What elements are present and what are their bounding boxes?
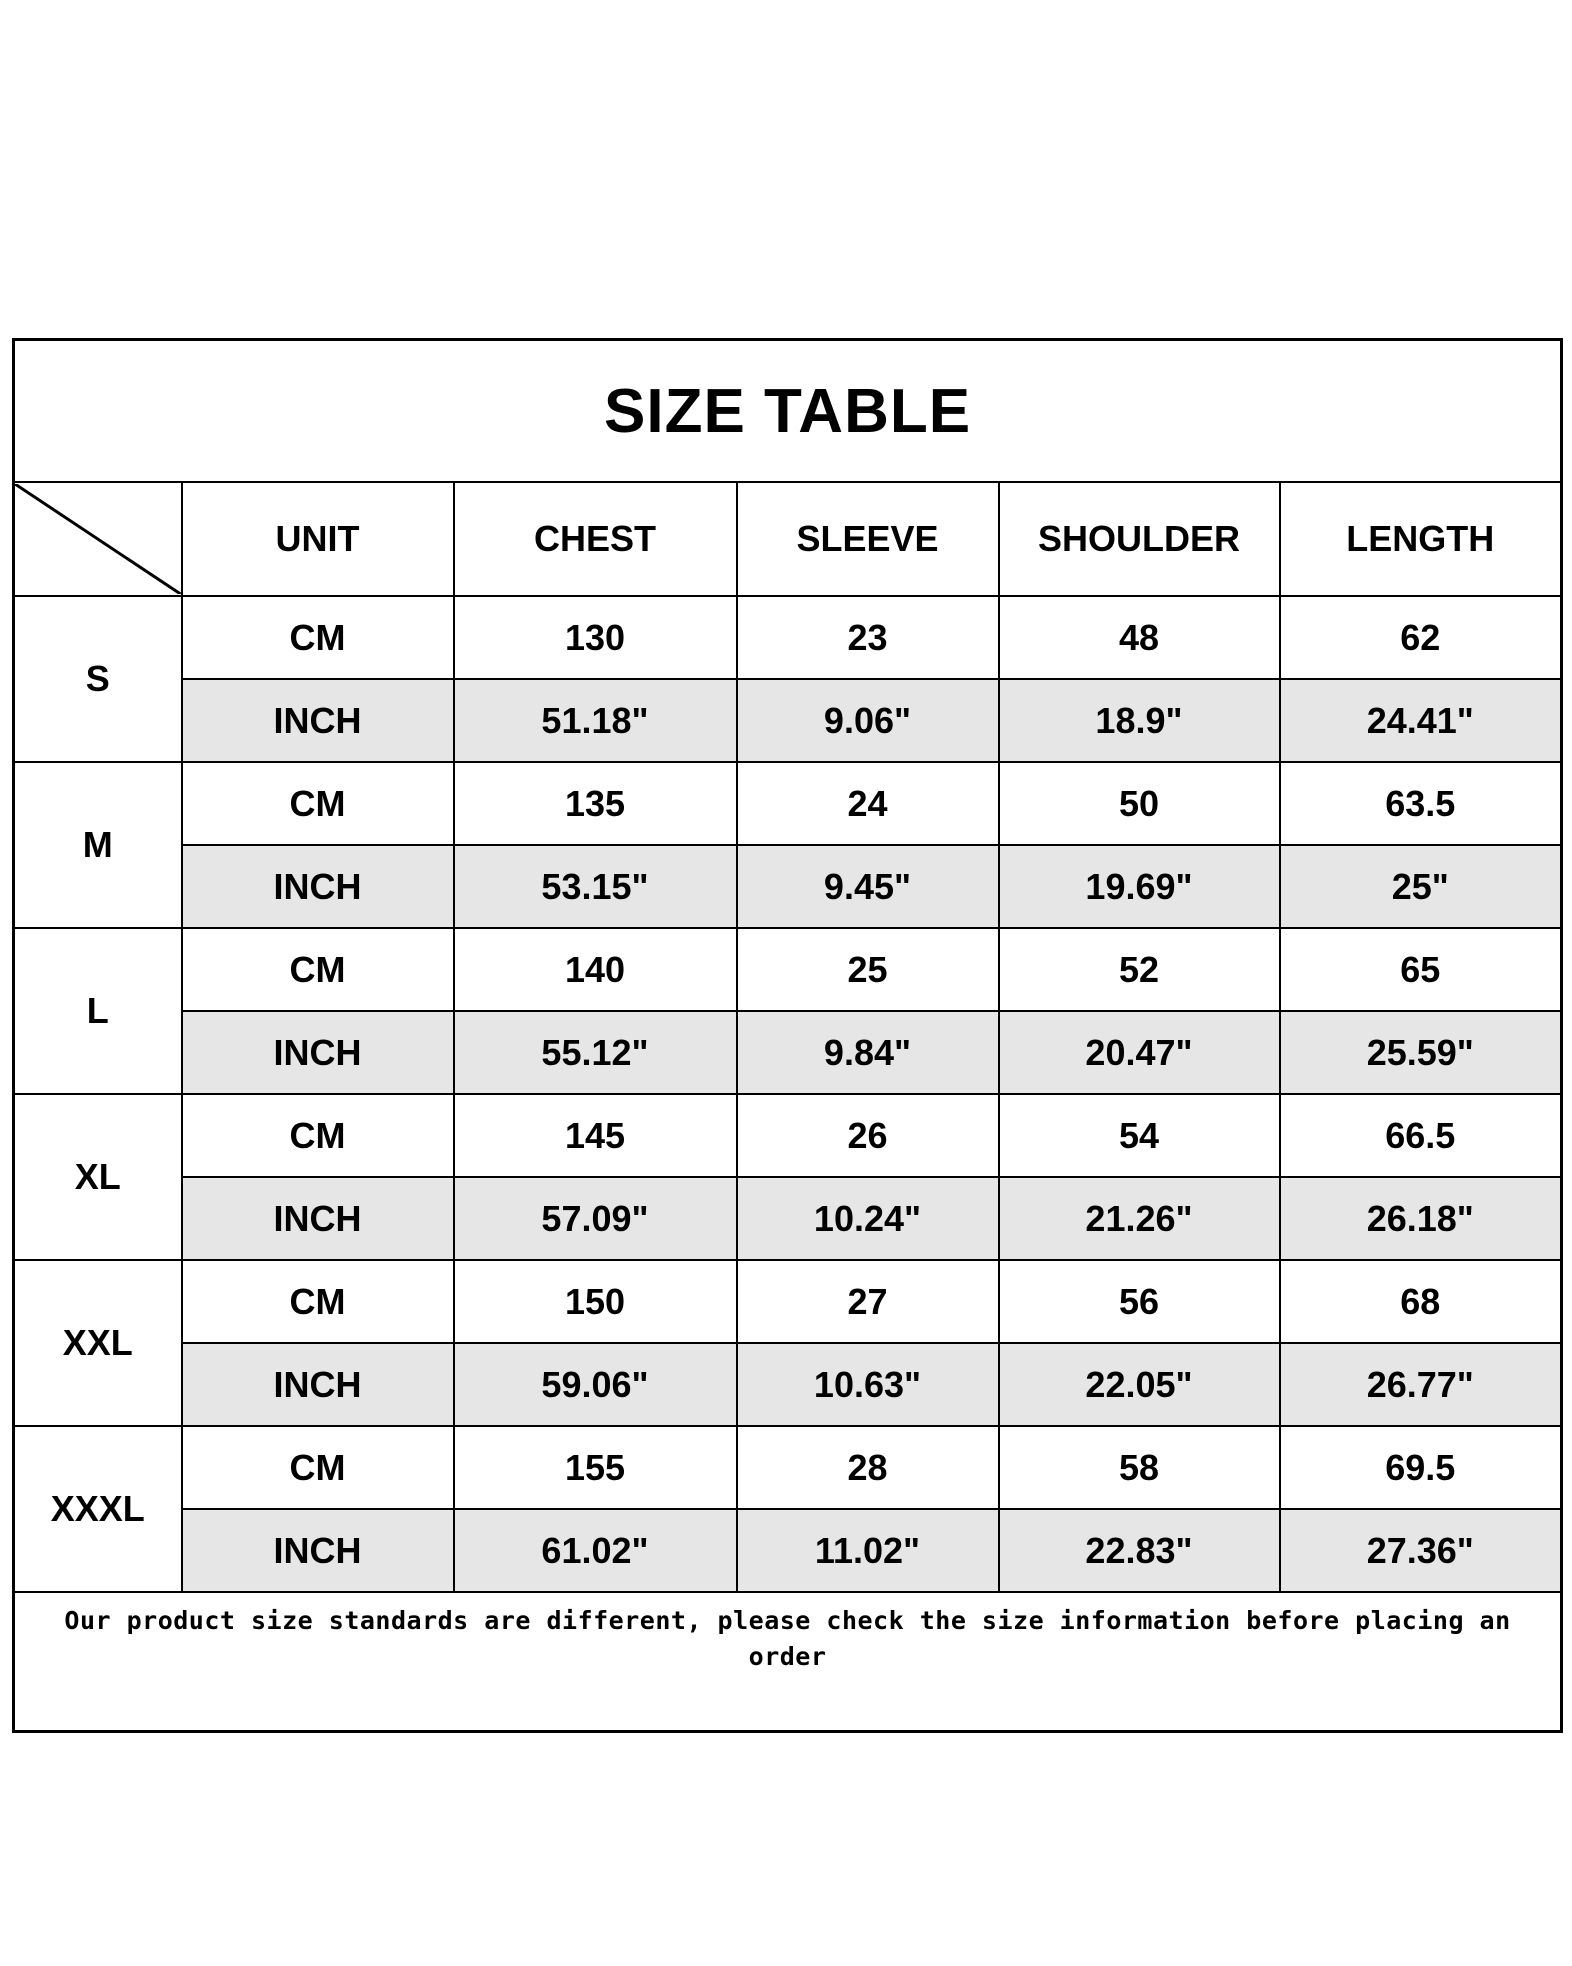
cell-xxxl-inch-chest: 61.02" <box>454 1509 737 1592</box>
size-label-s: S <box>14 596 182 762</box>
unit-label-cm: CM <box>182 762 454 845</box>
table-row <box>14 928 1562 1011</box>
cell-xxl-cm-length: 68 <box>1280 1260 1562 1343</box>
unit-label-inch: INCH <box>182 845 454 928</box>
column-header-shoulder: SHOULDER <box>999 482 1280 596</box>
cell-s-cm-shoulder: 48 <box>999 596 1280 679</box>
size-label-l: L <box>14 928 182 1094</box>
cell-xxxl-cm-shoulder: 58 <box>999 1426 1280 1509</box>
cell-xxl-cm-chest: 150 <box>454 1260 737 1343</box>
cell-s-cm-chest: 130 <box>454 596 737 679</box>
diagonal-corner-icon <box>14 482 182 596</box>
cell-l-cm-chest: 140 <box>454 928 737 1011</box>
size-note: Our product size standards are different, please check the size information before placing an order <box>14 1592 1562 1731</box>
cell-xl-inch-sleeve: 10.24" <box>737 1177 999 1260</box>
column-header-length: LENGTH <box>1280 482 1562 596</box>
cell-l-cm-length: 65 <box>1280 928 1562 1011</box>
size-label-xxl: XXL <box>14 1260 182 1426</box>
table-note-row <box>14 1592 1562 1731</box>
cell-xxl-inch-shoulder: 22.05" <box>999 1343 1280 1426</box>
cell-xl-inch-length: 26.18" <box>1280 1177 1562 1260</box>
table-row <box>14 596 1562 679</box>
cell-m-cm-chest: 135 <box>454 762 737 845</box>
table-row <box>14 1094 1562 1177</box>
cell-xxxl-inch-sleeve: 11.02" <box>737 1509 999 1592</box>
cell-l-inch-length: 25.59" <box>1280 1011 1562 1094</box>
cell-xxl-inch-chest: 59.06" <box>454 1343 737 1426</box>
cell-l-cm-sleeve: 25 <box>737 928 999 1011</box>
size-table <box>12 338 1563 1733</box>
cell-m-cm-shoulder: 50 <box>999 762 1280 845</box>
unit-label-inch: INCH <box>182 679 454 762</box>
cell-l-inch-sleeve: 9.84" <box>737 1011 999 1094</box>
cell-l-inch-chest: 55.12" <box>454 1011 737 1094</box>
cell-l-inch-shoulder: 20.47" <box>999 1011 1280 1094</box>
table-row <box>14 1260 1562 1343</box>
size-label-m: M <box>14 762 182 928</box>
cell-xl-cm-shoulder: 54 <box>999 1094 1280 1177</box>
column-header-unit: UNIT <box>182 482 454 596</box>
cell-m-cm-length: 63.5 <box>1280 762 1562 845</box>
cell-m-inch-sleeve: 9.45" <box>737 845 999 928</box>
cell-xxxl-cm-chest: 155 <box>454 1426 737 1509</box>
cell-m-cm-sleeve: 24 <box>737 762 999 845</box>
cell-xxl-cm-sleeve: 27 <box>737 1260 999 1343</box>
table-row <box>14 1343 1562 1426</box>
cell-xxxl-inch-length: 27.36" <box>1280 1509 1562 1592</box>
unit-label-cm: CM <box>182 1426 454 1509</box>
column-header-sleeve: SLEEVE <box>737 482 999 596</box>
unit-label-cm: CM <box>182 1094 454 1177</box>
cell-xxxl-inch-shoulder: 22.83" <box>999 1509 1280 1592</box>
size-label-xl: XL <box>14 1094 182 1260</box>
cell-s-cm-length: 62 <box>1280 596 1562 679</box>
cell-m-inch-shoulder: 19.69" <box>999 845 1280 928</box>
table-header-row <box>14 482 1562 596</box>
cell-xxl-inch-length: 26.77" <box>1280 1343 1562 1426</box>
column-header-chest: CHEST <box>454 482 737 596</box>
unit-label-cm: CM <box>182 1260 454 1343</box>
table-row <box>14 1011 1562 1094</box>
cell-xxxl-cm-sleeve: 28 <box>737 1426 999 1509</box>
table-title-row <box>14 340 1562 483</box>
table-row <box>14 1509 1562 1592</box>
table-row <box>14 845 1562 928</box>
cell-xl-inch-shoulder: 21.26" <box>999 1177 1280 1260</box>
table-row <box>14 762 1562 845</box>
cell-xl-inch-chest: 57.09" <box>454 1177 737 1260</box>
cell-xl-cm-sleeve: 26 <box>737 1094 999 1177</box>
table-row <box>14 679 1562 762</box>
size-table-container <box>12 338 1560 1733</box>
cell-s-cm-sleeve: 23 <box>737 596 999 679</box>
unit-label-inch: INCH <box>182 1509 454 1592</box>
unit-label-inch: INCH <box>182 1011 454 1094</box>
size-label-xxxl: XXXL <box>14 1426 182 1592</box>
cell-m-inch-length: 25" <box>1280 845 1562 928</box>
cell-l-cm-shoulder: 52 <box>999 928 1280 1011</box>
unit-label-cm: CM <box>182 928 454 1011</box>
cell-xxxl-cm-length: 69.5 <box>1280 1426 1562 1509</box>
cell-s-inch-sleeve: 9.06" <box>737 679 999 762</box>
cell-s-inch-chest: 51.18" <box>454 679 737 762</box>
unit-label-cm: CM <box>182 596 454 679</box>
cell-xxl-cm-shoulder: 56 <box>999 1260 1280 1343</box>
unit-label-inch: INCH <box>182 1343 454 1426</box>
unit-label-inch: INCH <box>182 1177 454 1260</box>
table-row <box>14 1177 1562 1260</box>
cell-s-inch-shoulder: 18.9" <box>999 679 1280 762</box>
table-row <box>14 1426 1562 1509</box>
cell-m-inch-chest: 53.15" <box>454 845 737 928</box>
cell-xxl-inch-sleeve: 10.63" <box>737 1343 999 1426</box>
cell-xl-cm-chest: 145 <box>454 1094 737 1177</box>
cell-xl-cm-length: 66.5 <box>1280 1094 1562 1177</box>
cell-s-inch-length: 24.41" <box>1280 679 1562 762</box>
table-title: SIZE TABLE <box>14 340 1562 483</box>
